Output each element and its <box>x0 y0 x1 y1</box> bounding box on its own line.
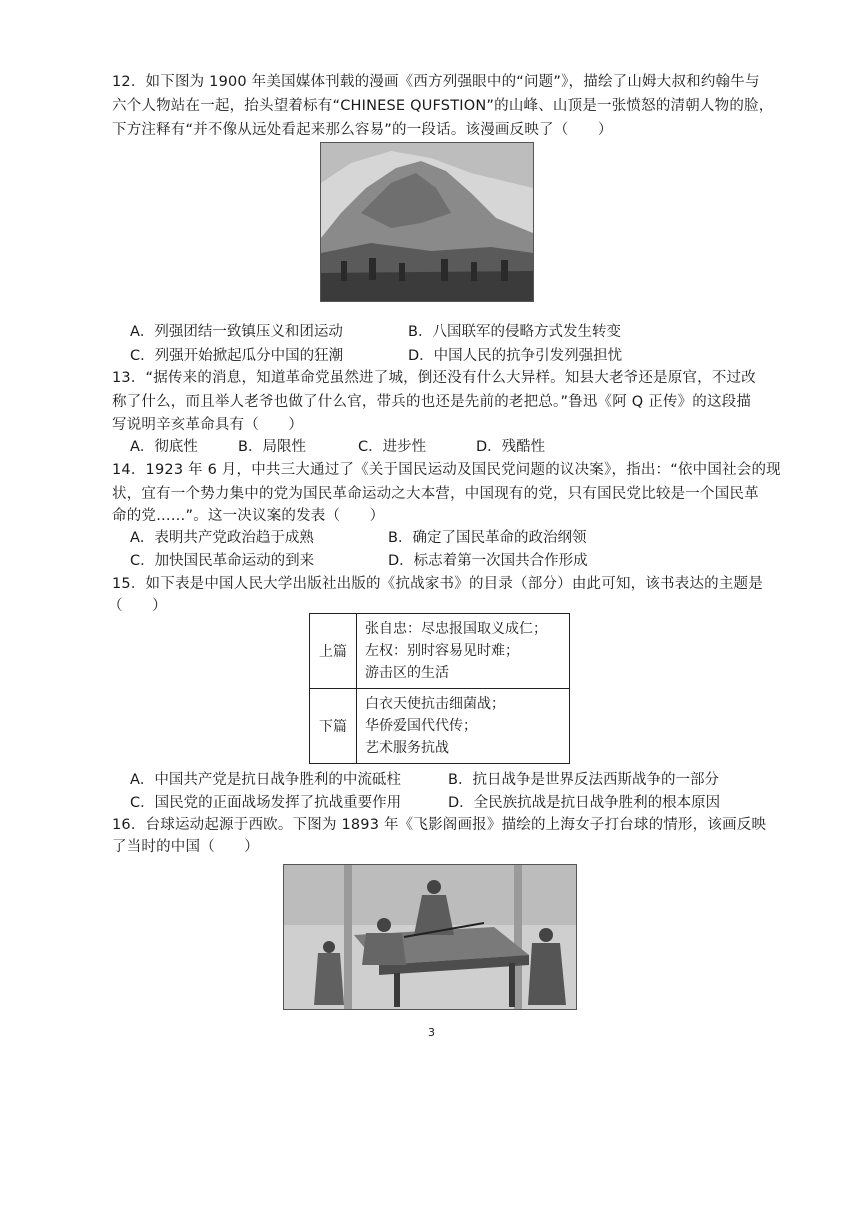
q15-option-b: B．抗日战争是世界反法西斯战争的一部分 <box>448 772 719 788</box>
q15-line-2: （ ） <box>108 598 167 614</box>
section-label: 下篇 <box>310 689 357 764</box>
q12-option-d: D．中国人民的抗争引发列强担忧 <box>408 348 623 364</box>
table-item: 华侨爱国代代传； <box>365 718 477 734</box>
q12-option-b: B．八国联军的侵略方式发生转变 <box>408 324 621 340</box>
q16-line-2: 了当时的中国（ ） <box>112 839 259 855</box>
billiards-illustration-image <box>283 864 577 1010</box>
q13-option-b: B．局限性 <box>238 439 306 455</box>
q13-option-a: A．彻底性 <box>130 439 198 455</box>
q15-option-c: C．国民党的正面战场发挥了抗战重要作用 <box>130 795 402 811</box>
table-item: 白衣天使抗击细菌战； <box>365 696 505 712</box>
book-contents-table <box>309 613 570 764</box>
table-item: 张自忠：尽忠报国取义成仁； <box>365 621 547 637</box>
section-items <box>357 614 570 689</box>
q13-line-2: 称了什么，而且举人老爷也做了什么官，带兵的也还是先前的老把总。”鲁迅《阿 Q 正传》的这段描 <box>112 394 752 410</box>
q13-option-d: D．残酷性 <box>476 439 546 455</box>
q15-option-a: A．中国共产党是抗日战争胜利的中流砥柱 <box>130 772 401 788</box>
q14-option-d: D．标志着第一次国共合作形成 <box>388 553 588 569</box>
cartoon-mountain-image <box>320 142 534 302</box>
table-row <box>310 614 570 689</box>
q12-line-3: 下方注释有“并不像从远处看起来那么容易”的一段话。该漫画反映了（ ） <box>112 122 613 138</box>
q14-option-c: C．加快国民革命运动的到来 <box>130 553 315 569</box>
q14-option-b: B．确定了国民革命的政治纲领 <box>388 530 587 546</box>
q13-option-c: C．进步性 <box>358 439 427 455</box>
section-label: 上篇 <box>310 614 357 689</box>
section-items <box>357 689 570 764</box>
q12-line-2: 六个人物站在一起，抬头望着标有“CHINESE QUFSTION”的山峰、山顶是一张愤怒的清朝人物的脸， <box>112 98 774 114</box>
table-item: 左权：别时容易见时难； <box>365 643 519 659</box>
table-row <box>310 689 570 764</box>
q13-line-1: 13．“据传来的消息，知道革命党虽然进了城，倒还没有什么大异样。知县大老爷还是原官，不过改 <box>112 370 756 386</box>
table-item: 艺术服务抗战 <box>365 740 449 756</box>
q14-line-3: 命的党……”。这一决议案的发表（ ） <box>112 508 385 524</box>
table-item: 游击区的生活 <box>365 665 449 681</box>
q14-line-2: 状，宜有一个势力集中的党为国民革命运动之大本营，中国现有的党，只有国民党比较是一个国民革 <box>112 486 759 502</box>
q12-option-c: C．列强开始掀起瓜分中国的狂潮 <box>130 348 344 364</box>
q12-option-a: A．列强团结一致镇压义和团运动 <box>130 324 343 340</box>
q16-line-1: 16．台球运动起源于西欧。下图为 1893 年《飞影阁画报》描绘的上海女子打台球的情形，该画反映 <box>112 817 767 833</box>
q15-option-d: D．全民族抗战是抗日战争胜利的根本原因 <box>448 795 721 811</box>
q15-line-1: 15．如下表是中国人民大学出版社出版的《抗战家书》的目录（部分）由此可知，该书表达的主题是 <box>112 576 763 592</box>
q12-line-1: 12．如下图为 1900 年美国媒体刊载的漫画《西方列强眼中的“问题”》，描绘了山姆大叔和约翰牛与 <box>112 74 760 90</box>
q13-line-3: 写说明辛亥革命具有（ ） <box>112 417 304 433</box>
q14-option-a: A．表明共产党政治趋于成熟 <box>130 530 314 546</box>
page-number: 3 <box>428 1026 435 1039</box>
q14-line-1: 14．1923 年 6 月，中共三大通过了《关于国民运动及国民党问题的议决案》，指出：“依中国社会的现 <box>112 462 781 478</box>
